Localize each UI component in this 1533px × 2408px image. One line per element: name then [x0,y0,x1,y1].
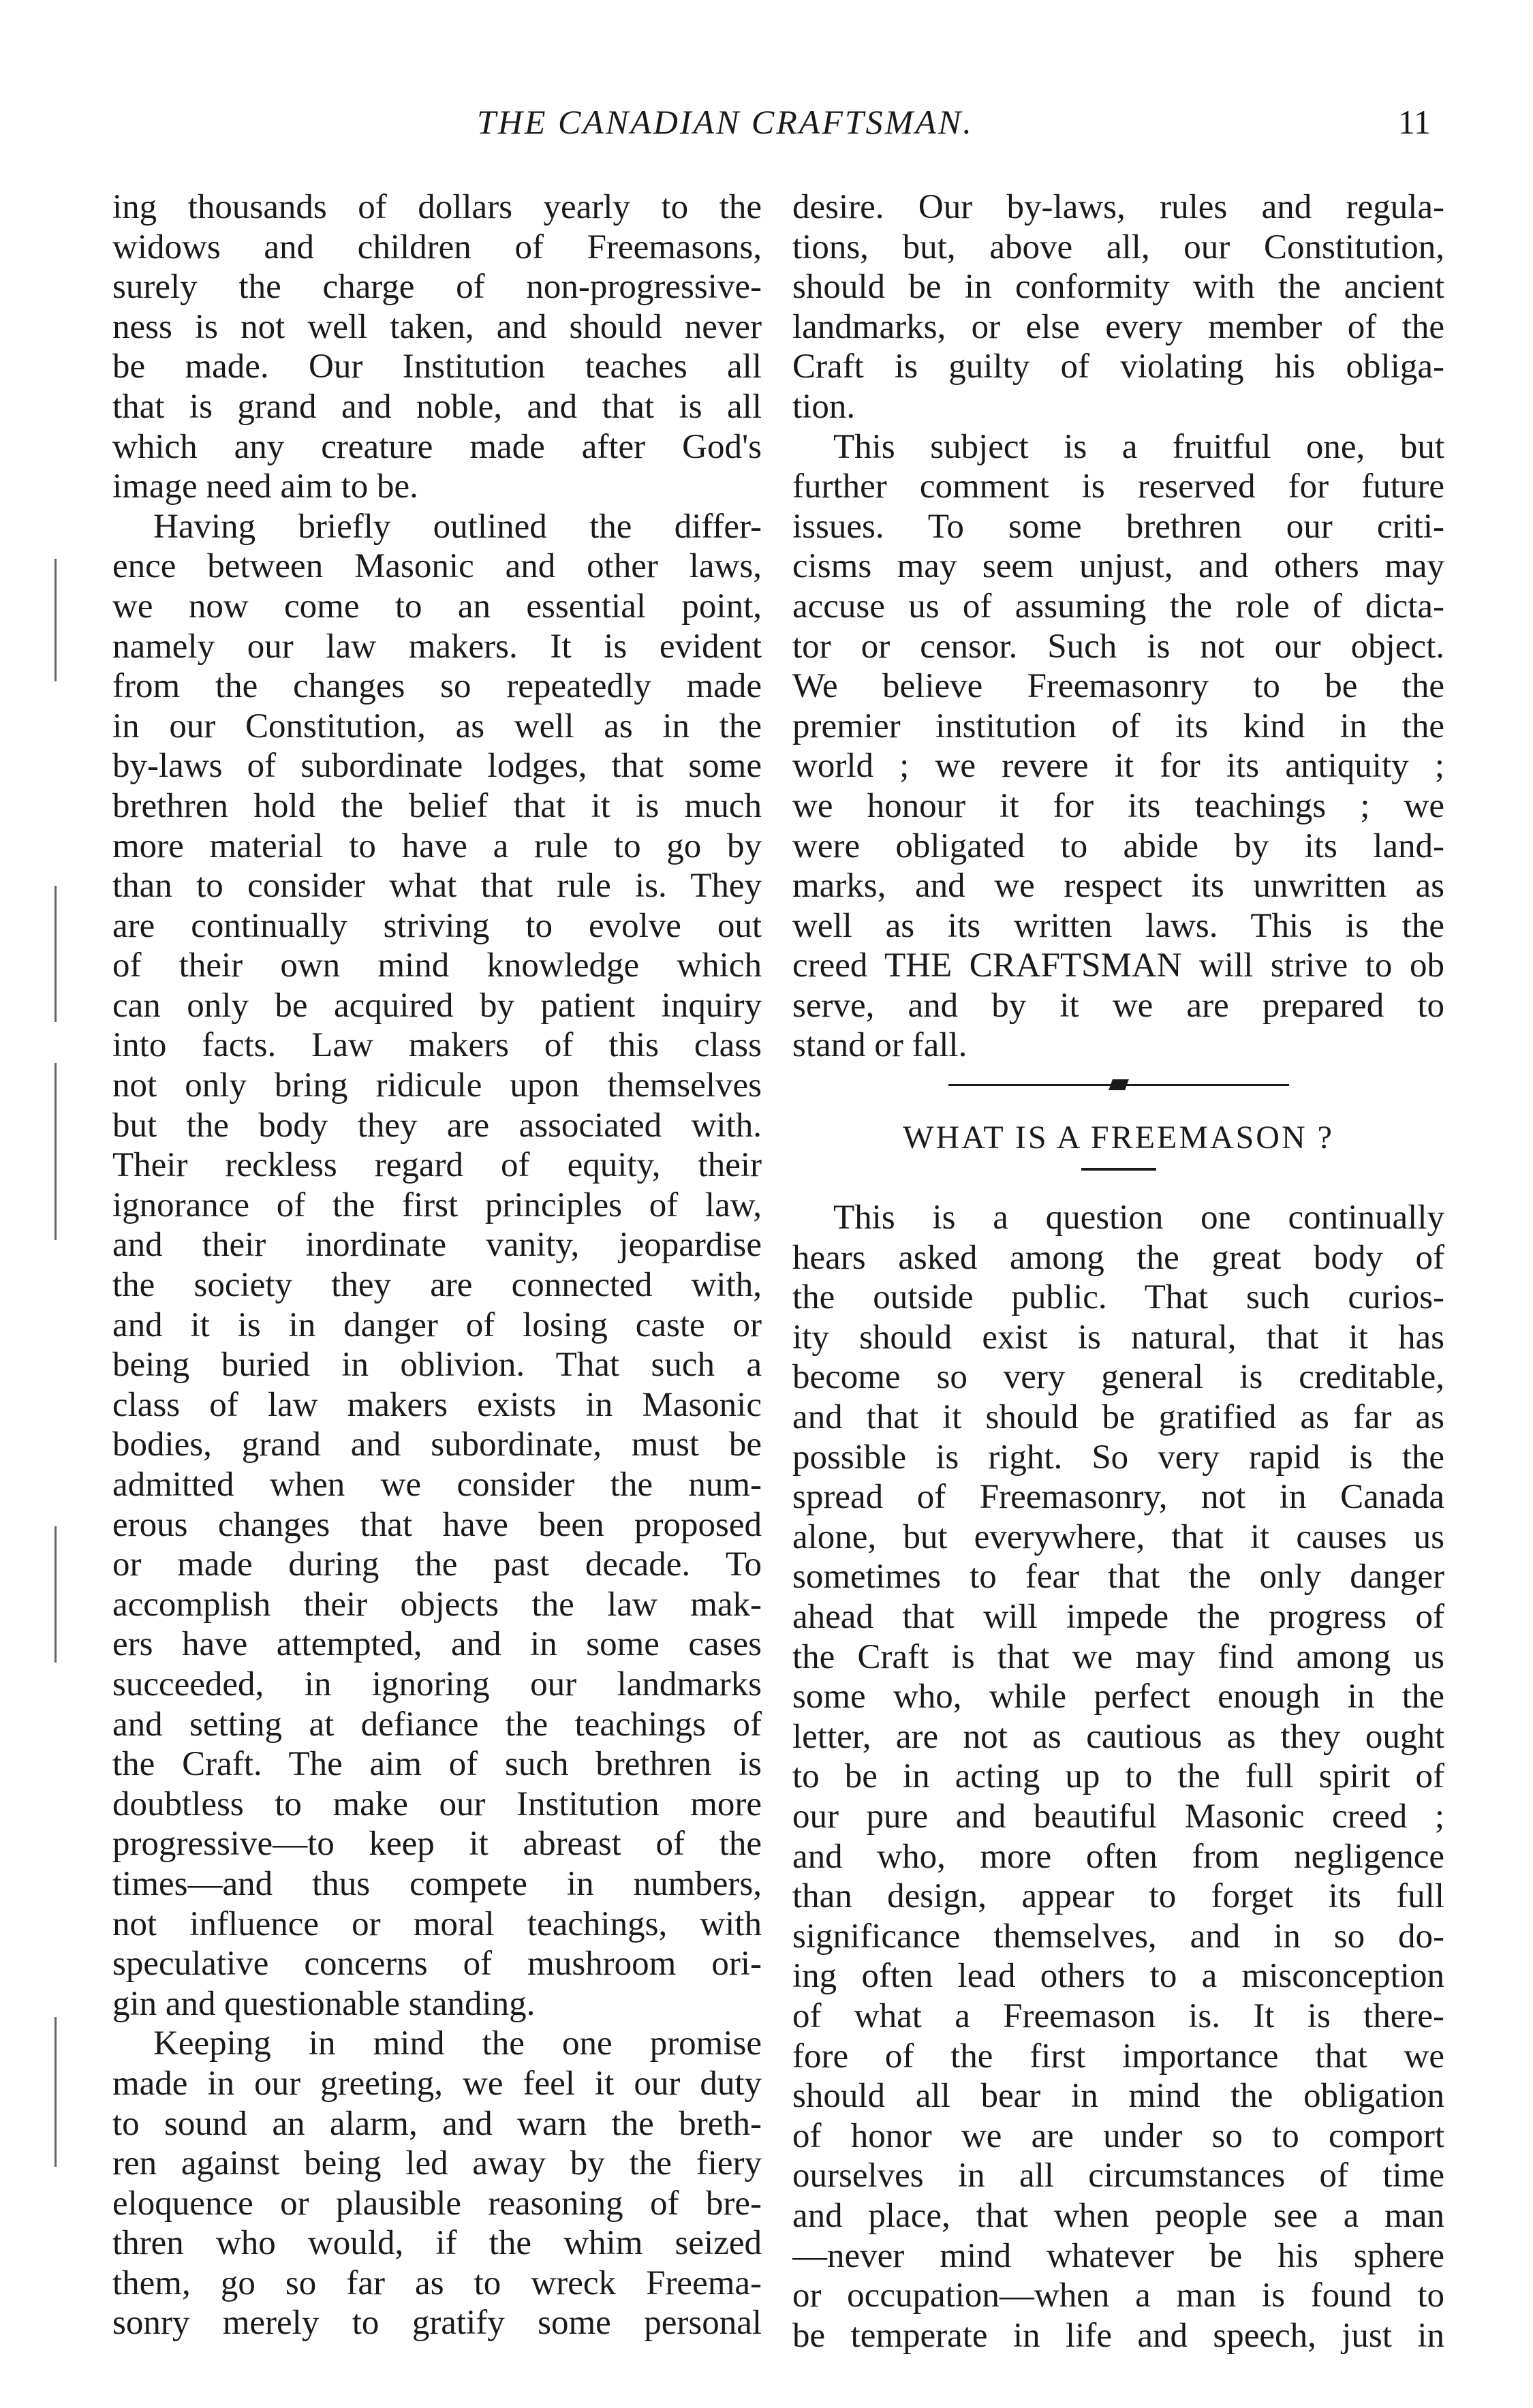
text-line: namely our law makers. It is evident [112,627,762,666]
text-line: stand or fall. [792,1026,967,1065]
text-line: creed THE CRAFTSMAN will strive to ob [792,946,1444,985]
text-line: ers have attempted, and in some cases [112,1625,762,1664]
text-line: desire. Our by-laws, rules and regula- [792,188,1444,226]
text-line: not only bring ridicule upon themselves [112,1066,762,1105]
text-line: ing thousands of dollars yearly to the [112,188,762,226]
text-line: Having briefly outlined the differ- [153,507,762,546]
text-line: the Craft is that we may find among us [792,1637,1444,1676]
text-line: hears asked among the great body of [792,1238,1444,1277]
text-line: the Craft. The aim of such brethren is [112,1745,762,1784]
text-line: premier institution of its kind in the [792,707,1444,745]
ornamental-rule-diamond [1109,1079,1129,1090]
text-line: the outside public. That such curios- [792,1278,1444,1317]
text-line: of their own mind knowledge which [112,946,762,985]
text-line: than to consider what that rule is. They [112,867,762,906]
text-line: world ; we revere it for its antiquity ; [792,747,1444,786]
text-line: sometimes to fear that the only danger [792,1558,1444,1596]
text-line: We believe Freemasonry to be the [792,667,1444,706]
text-line: surely the charge of non-progressive- [112,268,762,307]
text-line: the society they are connected with, [112,1266,762,1305]
text-line: being buried in oblivion. That such a [112,1346,762,1385]
text-line: cisms may seem unjust, and others may [792,547,1444,586]
text-line: eloquence or plausible reasoning of bre- [112,2184,762,2223]
text-line: Their reckless regard of equity, their [112,1146,762,1185]
text-line: serve, and by it we are prepared to [792,986,1444,1025]
text-line: Craft is guilty of violating his obliga- [792,348,1444,386]
text-line: possible is right. So very rapid is the [792,1438,1444,1477]
text-line: should all bear in mind the obligation [792,2077,1444,2116]
text-line: widows and children of Freemasons, [112,228,762,266]
text-line: be made. Our Institution teaches all [112,348,762,386]
right-column [792,187,1444,2356]
running-title: THE CANADIAN CRAFTSMAN. [477,103,974,141]
text-line: tions, but, above all, our Constitution, [792,228,1444,266]
text-line: issues. To some brethren our criti- [792,507,1444,546]
text-line: that is grand and noble, and that is all [112,387,762,426]
text-line: alone, but everywhere, that it causes us [792,1517,1444,1556]
text-line: than design, appear to forget its full [792,1877,1444,1916]
text-line: speculative concerns of mushroom ori- [112,1945,762,1983]
text-line: and that it should be gratified as far as [792,1398,1444,1437]
text-line: further comment is reserved for future [792,467,1444,506]
text-line: into facts. Law makers of this class [112,1026,762,1065]
heading-underline-rule [1081,1168,1156,1171]
page-header [0,102,1533,150]
text-line: class of law makers exists in Masonic [112,1385,762,1424]
text-line: bodies, grand and subordinate, must be [112,1425,762,1464]
text-line: of what a Freemason is. It is there- [792,1996,1444,2035]
text-line: image need aim to be. [112,467,418,506]
text-line: our pure and beautiful Masonic creed ; [792,1797,1444,1836]
section-heading: WHAT IS A FREEMASON ? [903,1120,1334,1156]
text-line: from the changes so repeatedly made [112,667,762,706]
text-line: times—and thus compete in numbers, [112,1864,762,1903]
text-line: which any creature made after God's [112,427,762,466]
text-line: to be in acting up to the full spirit of [792,1757,1444,1796]
text-line: and who, more often from negligence [792,1837,1444,1876]
text-line: marks, and we respect its unwritten as [792,867,1444,906]
text-line: letter, are not as cautious as they ought [792,1717,1444,1756]
text-line: ing often lead others to a misconception [792,1957,1444,1996]
text-line: accuse us of assuming the role of dicta- [792,587,1444,626]
text-line: ence between Masonic and other laws, [112,547,762,586]
text-line: them, go so far as to wreck Freema- [112,2264,762,2302]
text-line: succeeded, in ignoring our landmarks [112,1665,762,1703]
text-line: but the body they are associated with. [112,1106,762,1145]
text-line: of honor we are under so to comport [792,2116,1444,2155]
text-line: should be in conformity with the ancient [792,268,1444,307]
text-line: more material to have a rule to go by [112,827,762,865]
text-line: ourselves in all circumstances of time [792,2157,1444,2195]
text-line: and their inordinate vanity, jeopardise [112,1226,762,1265]
text-line: progressive—to keep it abreast of the [112,1825,762,1864]
text-line: not influence or moral teachings, with [112,1904,762,1943]
text-line: ren against being led away by the fiery [112,2144,762,2183]
text-line: —never mind whatever be his sphere [792,2236,1444,2275]
text-line: were obligated to abide by its land- [792,827,1444,865]
margin-mark [55,1063,57,1240]
text-line: tor or censor. Such is not our object. [792,627,1444,666]
text-line: This subject is a fruitful one, but [833,427,1444,466]
text-line: and place, that when people see a man [792,2196,1444,2235]
text-line: can only be acquired by patient inquiry [112,986,762,1025]
text-line: Keeping in mind the one promise [153,2024,762,2063]
text-line: become so very general is creditable, [792,1358,1444,1397]
text-line: and setting at defiance the teachings of [112,1705,762,1744]
text-line: some who, while perfect enough in the [792,1678,1444,1716]
text-line: fore of the first importance that we [792,2037,1444,2075]
text-line: by-laws of subordinate lodges, that some [112,747,762,786]
text-line: be temperate in life and speech, just in [792,2316,1444,2355]
right-column-top-text [792,187,1444,1066]
text-line: or made during the past decade. To [112,1545,762,1584]
text-line: erous changes that have been proposed [112,1505,762,1544]
text-line: and it is in danger of losing caste or [112,1306,762,1344]
text-line: significance themselves, and in so do- [792,1917,1444,1956]
right-column-bottom-text [792,1198,1444,2356]
text-line: thren who would, if the whim seized [112,2224,762,2263]
margin-mark [55,886,57,1022]
text-line: accomplish their objects the law mak- [112,1585,762,1624]
text-line: in our Constitution, as well as in the [112,707,762,745]
text-line: doubtless to make our Institution more [112,1785,762,1823]
text-line: sonry merely to gratify some personal [112,2304,762,2343]
text-line: brethren hold the belief that it is much [112,786,762,825]
text-line: well as its written laws. This is the [792,906,1444,945]
page-number: 11 [1397,103,1431,141]
text-line: we now come to an essential point, [112,587,762,626]
text-line: ness is not well taken, and should never [112,307,762,346]
margin-mark [55,2017,57,2167]
text-line: spread of Freemasonry, not in Canada [792,1478,1444,1517]
text-line: are continually striving to evolve out [112,906,762,945]
text-line: or occupation—when a man is found to [792,2276,1444,2315]
text-line: to sound an alarm, and warn the breth- [112,2104,762,2143]
text-line: admitted when we consider the num- [112,1466,762,1504]
margin-mark [55,1526,57,1663]
text-line: ity should exist is natural, that it has [792,1318,1444,1357]
text-line: ahead that will impede the progress of [792,1598,1444,1636]
text-line: gin and questionable standing. [112,1984,536,2023]
text-line: ignorance of the first principles of law, [112,1186,762,1224]
text-line: we honour it for its teachings ; we [792,786,1444,825]
ornamental-rule [948,1078,1289,1093]
margin-mark [55,559,57,681]
text-line: tion. [792,387,856,426]
text-line: This is a question one continually [833,1199,1444,1237]
left-column [112,187,762,2343]
text-line: made in our greeting, we feel it our duty [112,2064,762,2103]
text-line: landmarks, or else every member of the [792,307,1444,346]
